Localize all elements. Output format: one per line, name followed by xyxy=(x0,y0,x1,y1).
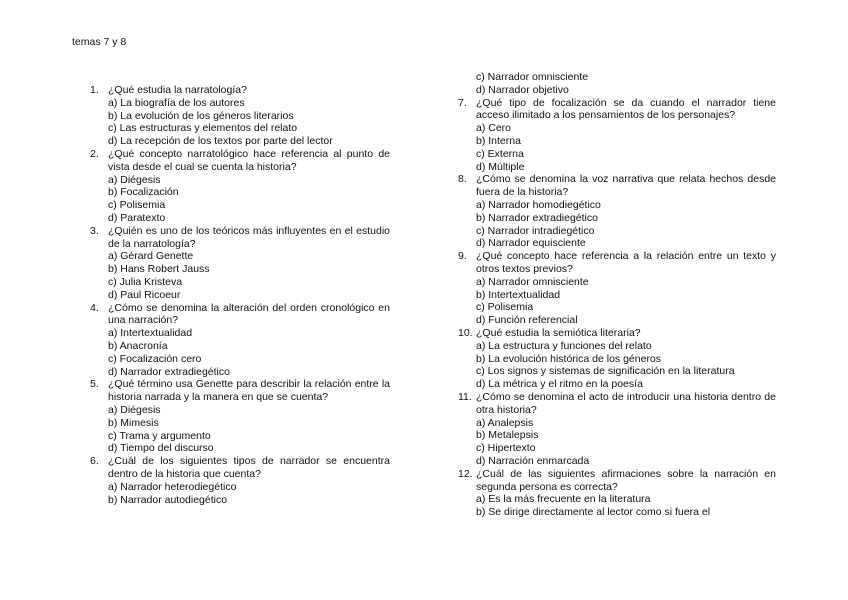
continued-options xyxy=(458,71,776,97)
option: a) La estructura y funciones del relato xyxy=(476,339,652,352)
option: d) La recepción de los textos por parte del lector xyxy=(108,135,333,148)
option: a) Es la más frecuente en la literatura xyxy=(476,493,651,506)
option: c) Narrador omnisciente xyxy=(476,71,589,83)
question-text: ¿Quién es uno de los teóricos más influyentes en el estudio de la narratología? xyxy=(108,224,390,250)
option: c) Polisemia xyxy=(476,301,534,314)
question-number: 1. xyxy=(90,84,99,96)
option: d) La métrica y el ritmo en la poesía xyxy=(476,378,643,391)
question-text: ¿Qué concepto hace referencia a la relación entre un texto y otros textos previos? xyxy=(476,250,776,275)
option: c) Focalización cero xyxy=(108,352,202,365)
question-number: 5. xyxy=(90,378,99,391)
question-text: ¿Cuál de las siguientes afirmaciones sobre la narración en segunda persona es correcta? xyxy=(476,467,776,493)
question-5 xyxy=(90,378,390,455)
option: c) Julia Kristeva xyxy=(108,275,183,288)
option: b) Intertextualidad xyxy=(476,288,561,301)
option: b) Anacronía xyxy=(108,339,168,352)
option: b) Focalización xyxy=(108,186,179,199)
question-number: 6. xyxy=(90,455,99,468)
option: a) Narrador heterodiegético xyxy=(108,480,237,493)
question-text: ¿Qué concepto narratológico hace referencia al punto de vista desde el cual se cuenta la historia? xyxy=(108,147,390,173)
option: d) Narrador extradiegético xyxy=(108,365,230,378)
question-8 xyxy=(458,173,776,250)
option: a) Narrador omnisciente xyxy=(476,275,589,288)
option: d) Paul Ricoeur xyxy=(108,288,181,301)
option: b) La evolución histórica de los géneros xyxy=(476,352,662,365)
option: b) Metalepsis xyxy=(476,429,539,442)
question-text: ¿Cómo se denomina la alteración del orden cronológico en una narración? xyxy=(108,301,390,327)
question-number: 12. xyxy=(458,467,473,480)
question-4 xyxy=(90,302,390,379)
question-10 xyxy=(458,327,776,391)
option: b) Interna xyxy=(476,134,521,147)
option: c) Hipertexto xyxy=(476,442,536,455)
option: b) Hans Robert Jauss xyxy=(108,263,210,276)
option: d) Múltiple xyxy=(476,160,525,173)
question-7 xyxy=(458,97,776,174)
question-3 xyxy=(90,225,390,302)
question-text: ¿Qué tipo de focalización se da cuando el narrador tiene acceso ilimitado a los pensamientos de los personajes? xyxy=(476,96,776,122)
option: c) Trama y argumento xyxy=(108,429,211,442)
question-text: ¿Cómo se denomina la voz narrativa que relata hechos desde fuera de la historia? xyxy=(476,173,776,199)
question-number: 11. xyxy=(458,390,472,403)
option: a) Cero xyxy=(476,122,512,135)
option: b) Se dirige directamente al lector como si fuera el xyxy=(476,506,711,519)
question-12 xyxy=(458,468,776,519)
right-column xyxy=(458,71,776,519)
option: c) Las estructuras y elementos del relato xyxy=(108,122,298,135)
option: a) Narrador homodiegético xyxy=(476,198,601,211)
option: b) La evolución de los géneros literarios xyxy=(108,109,294,122)
option: c) Externa xyxy=(476,147,524,160)
option: a) La biografía de los autores xyxy=(108,96,245,109)
option: d) Narración enmarcada xyxy=(476,454,590,467)
option: c) Los signos y sistemas de significación en la literatura xyxy=(476,365,735,378)
question-text: ¿Cuál de los siguientes tipos de narrador se encuentra dentro de la historia que cuenta? xyxy=(108,455,390,480)
option: d) Paratexto xyxy=(108,211,166,224)
question-2 xyxy=(90,148,390,225)
option: d) Narrador equisciente xyxy=(476,237,586,250)
option: a) Intertextualidad xyxy=(108,327,193,340)
question-text: ¿Qué estudia la semiótica literaria? xyxy=(476,326,641,339)
option: b) Narrador autodiegético xyxy=(108,493,228,506)
question-number: 8. xyxy=(458,173,467,186)
option: a) Gérard Genette xyxy=(108,250,194,263)
option: a) Analepsis xyxy=(476,416,534,429)
option: a) Diégesis xyxy=(108,403,161,416)
option: b) Mimesis xyxy=(108,416,159,429)
question-text: ¿Cómo se denomina el acto de introducir una historia dentro de otra historia? xyxy=(476,390,776,416)
question-11 xyxy=(458,391,776,468)
option: b) Narrador extradiegético xyxy=(476,211,598,224)
question-text: ¿Qué término usa Genette para describir la relación entre la historia narrada y la manera en que se cuenta? xyxy=(108,378,390,404)
left-column xyxy=(90,84,390,506)
question-number: 2. xyxy=(90,147,99,160)
option: c) Polisemia xyxy=(108,199,166,212)
option: d) Tiempo del discurso xyxy=(108,442,214,455)
option: d) Función referencial xyxy=(476,314,578,327)
question-text: ¿Qué estudia la narratología? xyxy=(108,84,247,96)
question-number: 10. xyxy=(458,326,473,339)
page-header: temas 7 y 8 xyxy=(72,36,127,48)
question-number: 3. xyxy=(90,224,99,237)
question-1 xyxy=(90,84,390,148)
question-9 xyxy=(458,250,776,327)
option: c) Narrador intradiegético xyxy=(476,224,595,237)
option: d) Narrador objetivo xyxy=(476,83,569,96)
question-number: 7. xyxy=(458,96,467,109)
option: a) Diégesis xyxy=(108,173,161,186)
question-number: 4. xyxy=(90,301,99,314)
question-6 xyxy=(90,455,390,506)
question-number: 9. xyxy=(458,250,467,263)
